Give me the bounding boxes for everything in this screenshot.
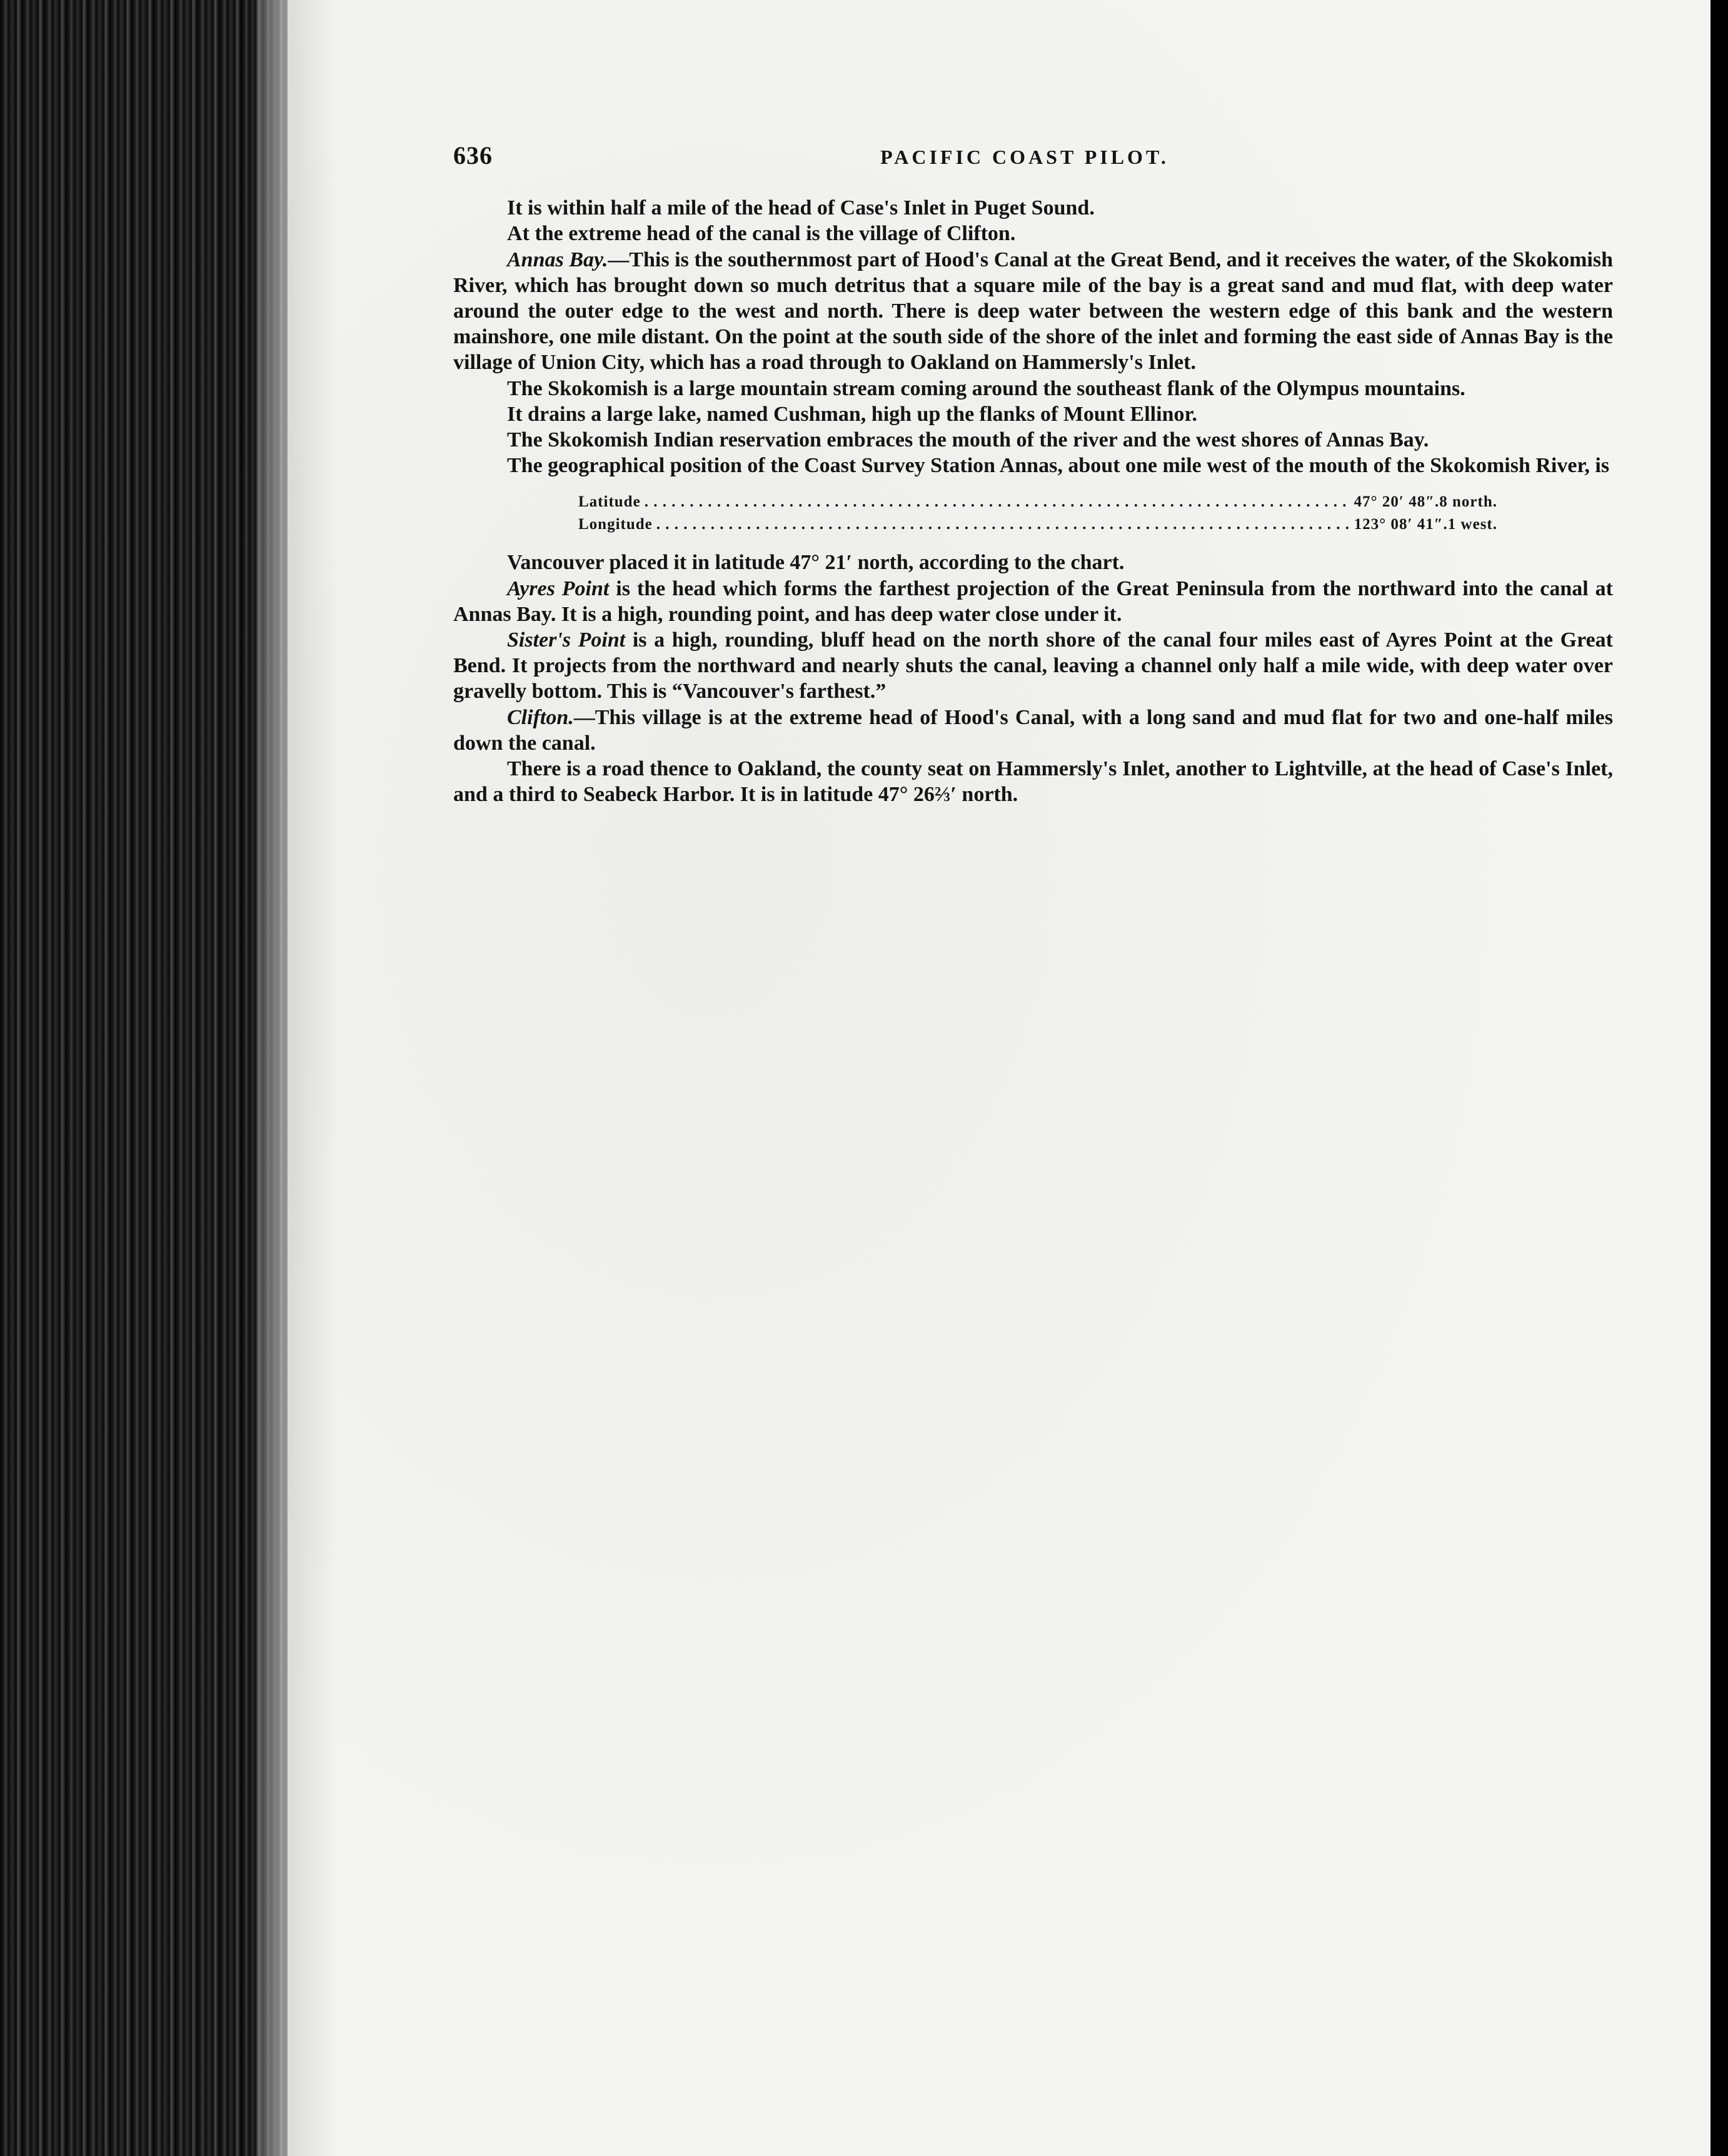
book-edge [0,0,294,2156]
paragraph-text: —This is the southernmost part of Hood's Canal at the Great Bend, and it receives the water, of the Skokomish River, which has brought down so much detritus that a square mile of the bay is a great sand and mud flat, with deep water around the outer edge to the west and north. There is deep water between the western edge of this bank and the western mainshore, one mile distant. On the point at the south side of the shore of the inlet and forming the east side of Annas Bay is the village of Union City, which has a road through to Oakland on Hammersly's Inlet. [453,248,1613,375]
latitude-value: 47° 20′ 48″.8 north. [1354,493,1497,511]
page-text [453,143,1613,807]
paragraph-text: It drains a large lake, named Cushman, high up the flanks of Mount Ellinor. [507,402,1197,426]
paragraph [453,576,1613,627]
paragraph [453,453,1613,478]
paragraph [453,401,1613,427]
leader-dots [645,491,1350,513]
longitude-label: Longitude [578,516,653,533]
geographic-position-table [578,491,1497,536]
paragraph-text: is a high, rounding, bluff head on the north shore of the canal four miles east of Ayres Point at the Great Bend. It projects from the northward and nearly shuts the canal, leaving a channel only half a mile wide, with deep water over gravelly bottom. This is “Vancouver's farthest.” [453,628,1613,703]
paragraph [453,221,1613,246]
scan-border [1710,0,1728,2156]
latitude-row [578,491,1497,513]
longitude-value: 123° 08′ 41″.1 west. [1354,516,1497,533]
paragraph-lead: Sister's Point [507,628,626,652]
paragraph-lead: Clifton. [507,705,574,729]
paragraph-text: It is within half a mile of the head of Case's Inlet in Puget Sound. [507,196,1095,220]
longitude-row [578,513,1497,536]
paragraph-text: The Skokomish Indian reservation embraces the mouth of the river and the west shores of Annas Bay. [507,428,1429,452]
paragraph [453,627,1613,705]
paragraph-text: The Skokomish is a large mountain stream coming around the southeast flank of the Olympus mountains. [507,376,1465,400]
running-head [453,143,1613,170]
paragraph [453,427,1613,453]
paragraph-lead: Annas Bay. [507,248,608,271]
leader-dots [656,513,1350,536]
latitude-label: Latitude [578,493,641,511]
paragraph [453,247,1613,376]
paragraph-lead: Ayres Point [507,577,610,600]
paragraph [453,550,1613,575]
paragraph [453,376,1613,401]
running-title: PACIFIC COAST PILOT. [880,146,1169,168]
paragraph-text: Vancouver placed it in latitude 47° 21′ north, according to the chart. [507,551,1125,575]
paragraph-text: The geographical position of the Coast Survey Station Annas, about one mile west of the mouth of the Skokomish River, is [507,454,1610,478]
book-page [288,0,1710,2156]
paragraph-text: At the extreme head of the canal is the village of Clifton. [507,222,1016,246]
paragraph-text: —This village is at the extreme head of Hood's Canal, with a long sand and mud flat for two and one-half miles down the canal. [453,705,1613,755]
page-number: 636 [453,141,493,169]
paragraph-text: There is a road thence to Oakland, the county seat on Hammersly's Inlet, another to Lightville, at the head of Case's Inlet, and a third to Seabeck Harbor. It is in latitude 47° 26⅔′ north. [453,757,1613,807]
paragraph-text: is the head which forms the farthest projection of the Great Peninsula from the northward into the canal at Annas Bay. It is a high, rounding point, and has deep water close under it. [453,577,1614,626]
paragraph [453,195,1613,221]
paragraph [453,705,1613,756]
paragraph [453,756,1613,807]
